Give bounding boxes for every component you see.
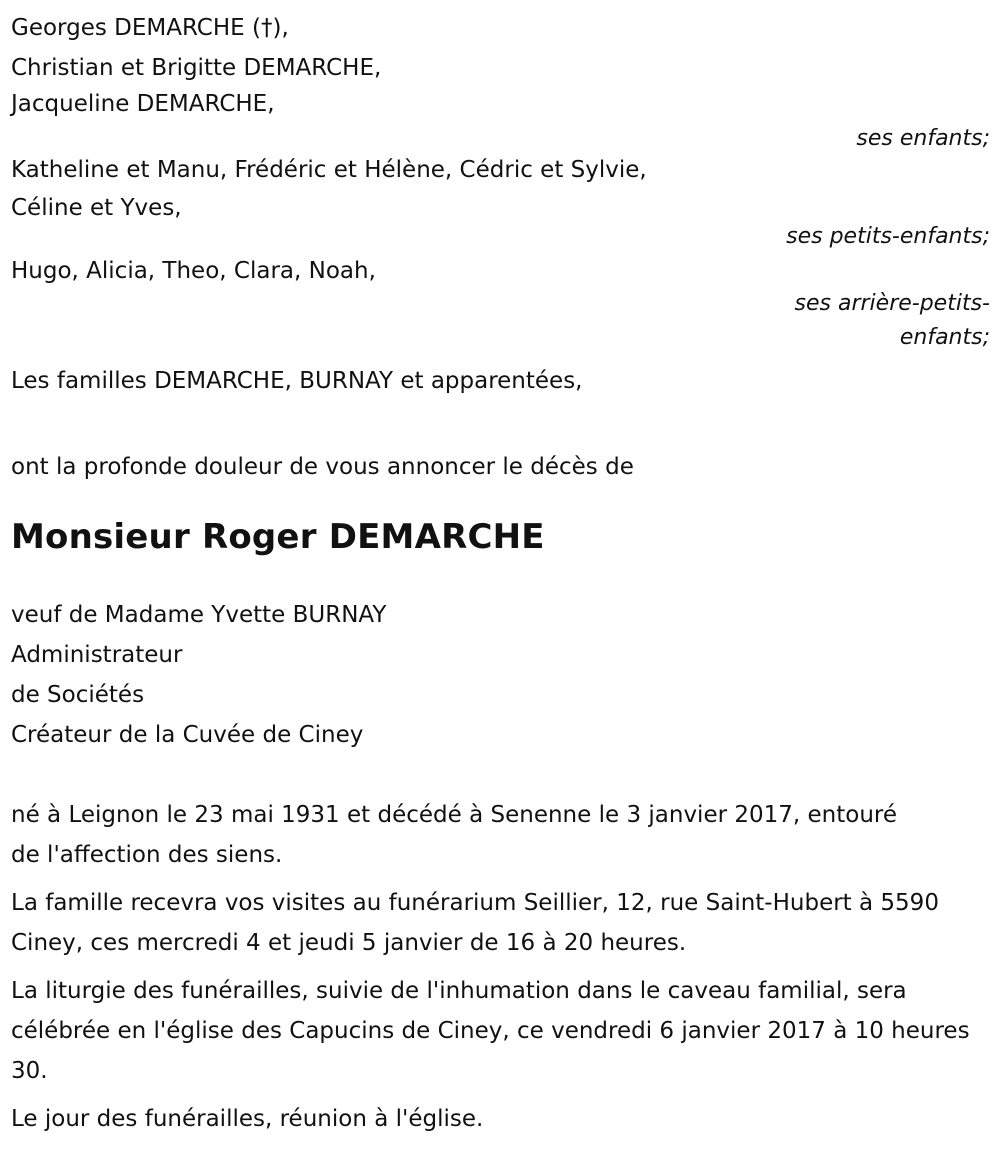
great-grandchild-names: Hugo, Alicia, Theo, Clara, Noah,: [11, 258, 376, 284]
visits-paragraph: La famille recevra vos visites au funérarium Seillier, 12, rue Saint-Hubert à 5590 Ciney, ces mercredi 4 et jeudi 5 janvier de 16 à 20 heures.: [11, 890, 939, 956]
meeting-paragraph: Le jour des funérailles, réunion à l'église.: [11, 1106, 484, 1132]
deceased-details: [11, 595, 990, 795]
announcement-line: ont la profonde douleur de vous annoncer le décès de: [11, 454, 634, 480]
great-grandchildren-section: [11, 253, 990, 361]
children-role: ses enfants;: [856, 126, 990, 151]
great-grandchildren-role-line-1: ses arrière-petits-: [794, 291, 990, 316]
families-line: Les familles DEMARCHE, BURNAY et apparentées,: [11, 368, 583, 394]
deceased-name: Monsieur Roger DEMARCHE: [11, 517, 545, 557]
children-section: [11, 8, 990, 150]
detail-line: Administrateur: [11, 642, 183, 668]
child-name: Christian et Brigitte DEMARCHE,: [11, 55, 382, 81]
grandchild-names: Katheline et Manu, Frédéric et Hélène, Cédric et Sylvie,: [11, 157, 647, 183]
liturgy-paragraph: La liturgie des funérailles, suivie de l'inhumation dans le caveau familial, sera célébrée en l'église des Capucins de Ciney, ce vendredi 6 janvier 2017 à 10 heures 30.: [11, 978, 970, 1084]
child-name: Jacqueline DEMARCHE,: [11, 91, 275, 117]
birth-death-paragraph: né à Leignon le 23 mai 1931 et décédé à Senenne le 3 janvier 2017, entouré de l'affection des siens.: [11, 802, 898, 868]
detail-line: de Sociétés: [11, 682, 145, 708]
grandchildren-role: ses petits-enfants;: [786, 224, 990, 249]
great-grandchildren-role-line-2: enfants;: [899, 325, 990, 350]
detail-line: Créateur de la Cuvée de Ciney: [11, 722, 364, 748]
detail-line: veuf de Madame Yvette BURNAY: [11, 602, 387, 628]
grandchild-names: Céline et Yves,: [11, 195, 182, 221]
grandchildren-section: [11, 150, 990, 253]
child-name: Georges DEMARCHE (†),: [11, 15, 289, 41]
